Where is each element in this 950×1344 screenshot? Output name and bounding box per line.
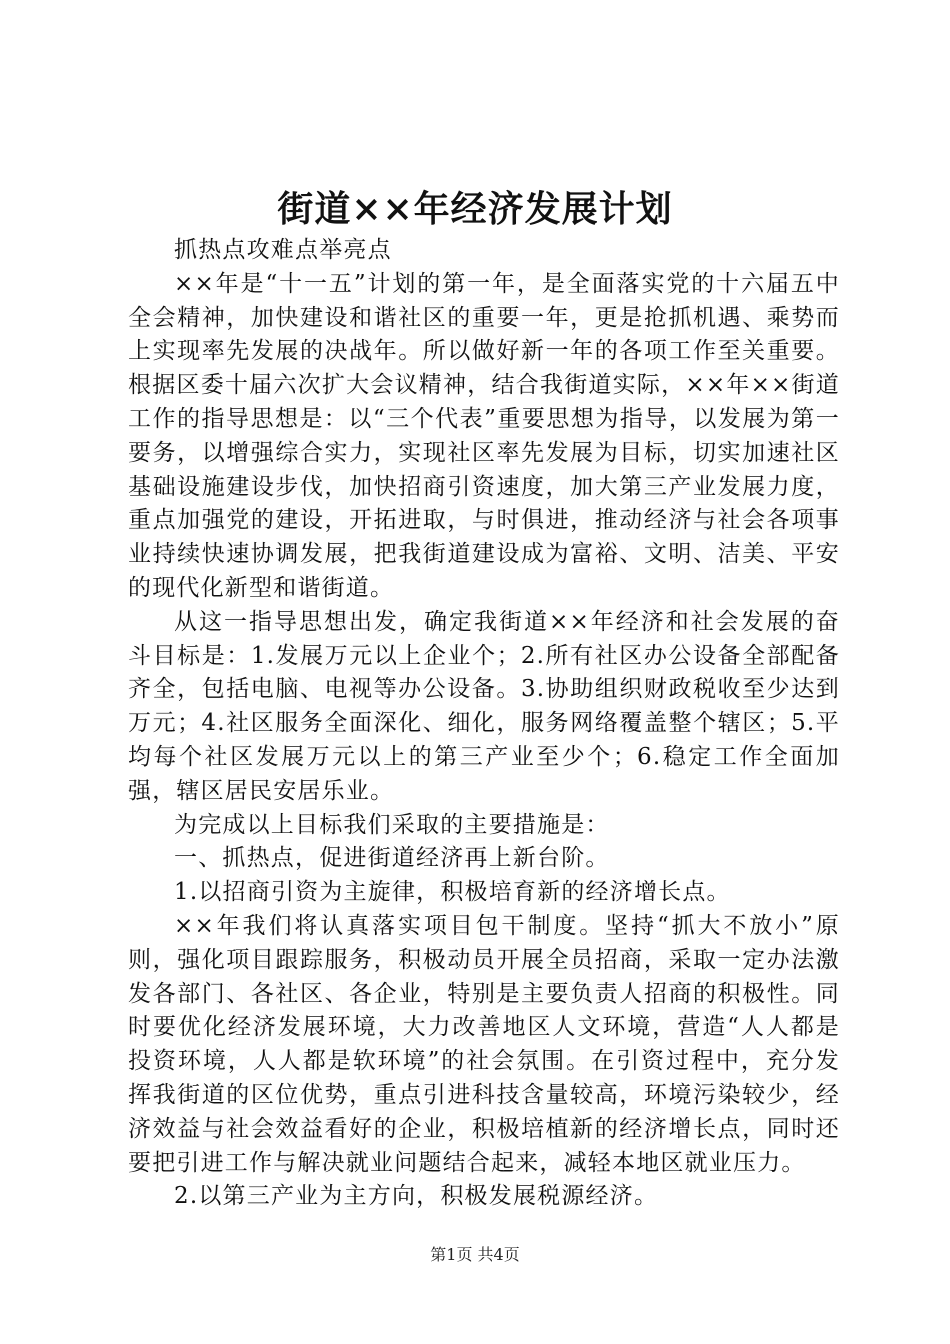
paragraph-guiding-thought: ××年是“十一五”计划的第一年，是全面落实党的十六届五中全会精神，加快建设和谐社区的重要一年，更是抢抓机遇、乘势而上实现率先发展的决战年。所以做好新一年的各项工作至关重要。根据区委十届六次扩大会议精神，结合我街道实际，××年××街道工作的指导思想是：以“三个代表”重要思想为指导，以发展为第一要务，以增强综合实力，实现社区率先发展为目标，切实加速社区基础设施建设步伐，加快招商引资速度，加大第三产业发展力度，重点加强党的建设，开拓进取，与时俱进，推动经济与社会各项事业持续快速协调发展，把我街道建设成为富裕、文明、洁美、平安的现代化新型和谐街道。 [128,270,840,601]
page-footer: 第1页 共4页 [430,1245,520,1264]
paragraph-measures-intro: 为完成以上目标我们采取的主要措施是： [174,811,610,838]
subsection-heading-2: 2.以第三产业为主方向，积极发展税源经济。 [174,1183,659,1210]
document-title: 街道××年经济发展计划 [277,188,673,230]
paragraph-investment: ××年我们将认真落实项目包干制度。坚持“抓大不放小”原则，强化项目跟踪服务，积极动员开展全员招商，采取一定办法激发各部门、各社区、各企业，特别是主要负责人招商的积极性。同时要优化经济发展环境，大力改善地区人文环境，营造“人人都是投资环境，人人都是软环境”的社会氛围。在引资过程中，充分发挥我街道的区位优势，重点引进科技含量较高，环境污染较少，经济效益与社会效益看好的企业，积极培植新的经济增长点，同时还要把引进工作与解决就业问题结合起来，减轻本地区就业压力。 [128,912,840,1176]
paragraph-goals: 从这一指导思想出发，确定我街道××年经济和社会发展的奋斗目标是：1.发展万元以上企业个；2.所有社区办公设备全部配备齐全，包括电脑、电视等办公设备。3.协助组织财政税收至少达到万元；4.社区服务全面深化、细化，服务网络覆盖整个辖区；5.平均每个社区发展万元以上的第三产业至少个；6.稳定工作全面加强，辖区居民安居乐业。 [128,608,840,804]
paragraph-subtitle: 抓热点攻难点举亮点 [174,237,392,263]
document-body [128,234,840,1214]
subsection-heading-1: 1.以招商引资为主旋律，积极培育新的经济增长点。 [174,879,731,906]
section-heading-1: 一、抓热点，促进街道经济再上新台阶。 [174,845,610,872]
